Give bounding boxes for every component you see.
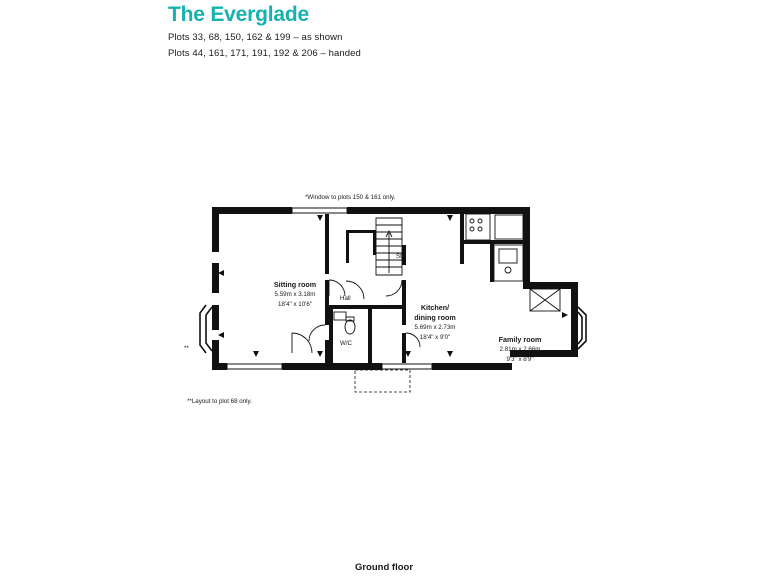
plots-handed: Plots 44, 161, 171, 191, 192 & 206 – handed xyxy=(168,48,361,59)
page-title: The Everglade xyxy=(168,3,309,26)
asterisk-marker-left: ** xyxy=(184,345,189,352)
room-label-kitchen-dining-room: Kitchen/ dining room 5.69m x 2.73m 18'4" x 9'0" xyxy=(414,303,456,341)
note-layout-plot: **Layout to plot 68 only. xyxy=(187,398,252,405)
room-label-sitting-room: Sitting room 5.59m x 3.18m 18'4" x 10'6" xyxy=(273,280,317,308)
stairs-group xyxy=(376,218,402,275)
room-label-family-room: Family room 2.81m x 2.66m 9'3" x 8'9" xyxy=(498,335,542,363)
note-window-plots: *Window to plots 150 & 161 only. xyxy=(305,194,396,201)
room-label-hall: Hall xyxy=(340,295,351,302)
floorplan-drawing xyxy=(150,185,630,415)
fireplace-group xyxy=(530,289,560,311)
room-label-store: St xyxy=(396,253,402,260)
wc-fittings-group xyxy=(334,312,355,334)
room-label-wc: W/C xyxy=(340,340,353,347)
ground-floor-plan xyxy=(150,185,630,415)
plots-as-shown: Plots 33, 68, 150, 162 & 199 – as shown xyxy=(168,32,343,43)
header xyxy=(168,0,608,62)
floor-label: Ground floor xyxy=(354,562,414,573)
kitchen-fittings-group xyxy=(466,214,523,281)
